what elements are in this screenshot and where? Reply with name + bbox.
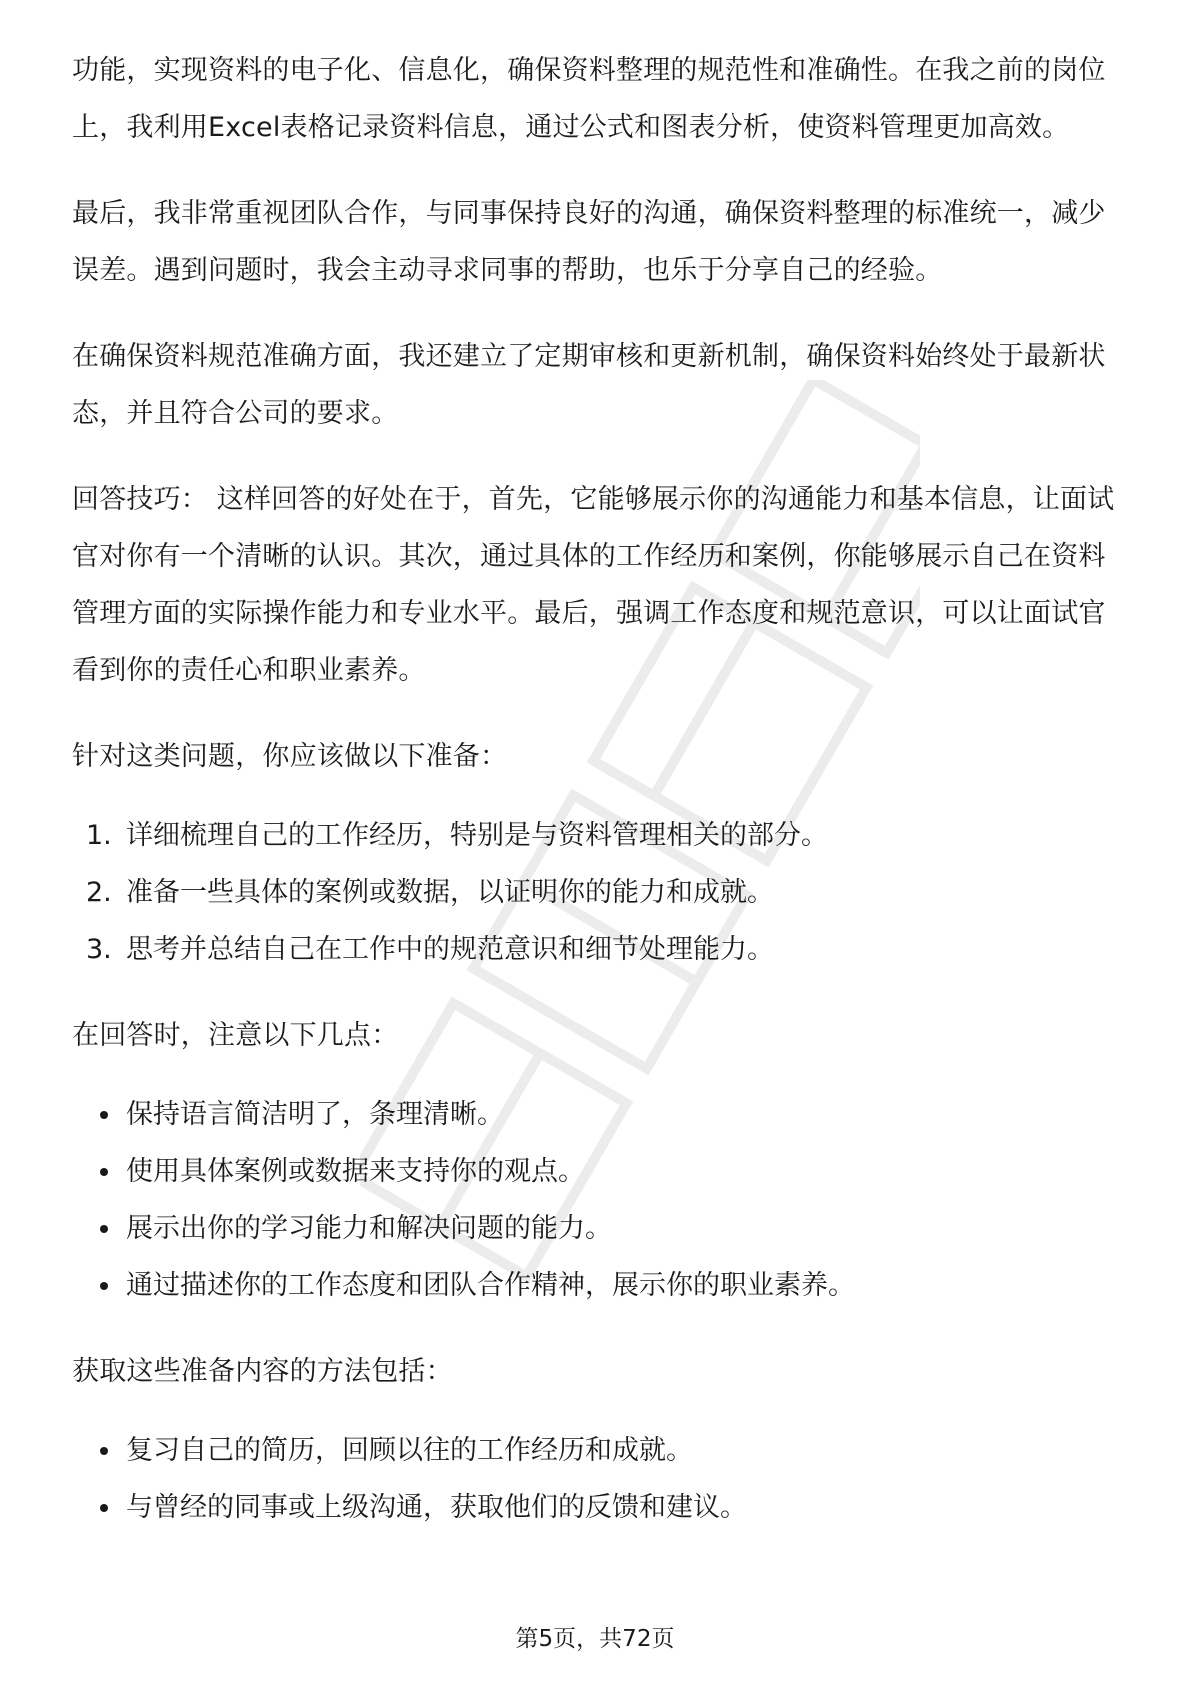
list-item-text: 通过描述你的工作态度和团队合作精神，展示你的职业素养。 bbox=[126, 1270, 855, 1301]
list-item-text: 使用具体案例或数据来支持你的观点。 bbox=[126, 1156, 585, 1187]
prep-heading: 针对这类问题，你应该做以下准备： bbox=[72, 741, 508, 772]
bullet-icon bbox=[100, 1282, 108, 1290]
list-number: 2. bbox=[86, 877, 112, 908]
list-item bbox=[72, 864, 1132, 921]
paragraph: 最后，我非常重视团队合作，与同事保持良好的沟通，确保资料整理的标准统一，减少误差。遇到问题时，我会主动寻求同事的帮助，也乐于分享自己的经验。 bbox=[72, 198, 1106, 286]
bullet-icon bbox=[100, 1225, 108, 1233]
list-number: 3. bbox=[86, 934, 112, 965]
bullet-icon bbox=[100, 1504, 108, 1512]
notes-list bbox=[72, 1086, 1132, 1314]
list-item bbox=[72, 1257, 1132, 1314]
list-item bbox=[72, 1479, 1132, 1536]
list-item bbox=[72, 1086, 1132, 1143]
methods-list bbox=[72, 1422, 1132, 1536]
list-item bbox=[72, 1422, 1132, 1479]
document-page bbox=[72, 42, 1132, 1536]
list-item-text: 复习自己的简历，回顾以往的工作经历和成就。 bbox=[126, 1435, 693, 1466]
list-item bbox=[72, 1200, 1132, 1257]
bullet-icon bbox=[100, 1168, 108, 1176]
page-footer: 第5页，共72页 bbox=[515, 1626, 675, 1652]
list-item bbox=[72, 1143, 1132, 1200]
answer-tips-paragraph: 回答技巧： 这样回答的好处在于，首先，它能够展示你的沟通能力和基本信息，让面试官对你有一个清晰的认识。其次，通过具体的工作经历和案例，你能够展示自己在资料管理方面的实际操作能力和专业水平。最后，强调工作态度和规范意识，可以让面试官看到你的责任心和职业素养。 bbox=[72, 484, 1115, 686]
list-number: 1. bbox=[86, 820, 112, 851]
list-item-text: 保持语言简洁明了，条理清晰。 bbox=[126, 1099, 504, 1130]
methods-heading: 获取这些准备内容的方法包括： bbox=[72, 1356, 453, 1387]
notes-heading: 在回答时，注意以下几点： bbox=[72, 1020, 399, 1051]
bullet-icon bbox=[100, 1447, 108, 1455]
list-item bbox=[72, 921, 1132, 978]
list-item-text: 准备一些具体的案例或数据，以证明你的能力和成就。 bbox=[126, 877, 774, 908]
paragraph: 功能，实现资料的电子化、信息化，确保资料整理的规范性和准确性。在我之前的岗位上，我利用Excel表格记录资料信息，通过公式和图表分析，使资料管理更加高效。 bbox=[72, 55, 1106, 143]
bullet-icon bbox=[100, 1111, 108, 1119]
prep-list bbox=[72, 807, 1132, 978]
list-item bbox=[72, 807, 1132, 864]
paragraph: 在确保资料规范准确方面，我还建立了定期审核和更新机制，确保资料始终处于最新状态，并且符合公司的要求。 bbox=[72, 341, 1106, 429]
list-item-text: 详细梳理自己的工作经历，特别是与资料管理相关的部分。 bbox=[126, 820, 828, 851]
list-item-text: 与曾经的同事或上级沟通，获取他们的反馈和建议。 bbox=[126, 1492, 747, 1523]
list-item-text: 思考并总结自己在工作中的规范意识和细节处理能力。 bbox=[126, 934, 774, 965]
list-item-text: 展示出你的学习能力和解决问题的能力。 bbox=[126, 1213, 612, 1244]
